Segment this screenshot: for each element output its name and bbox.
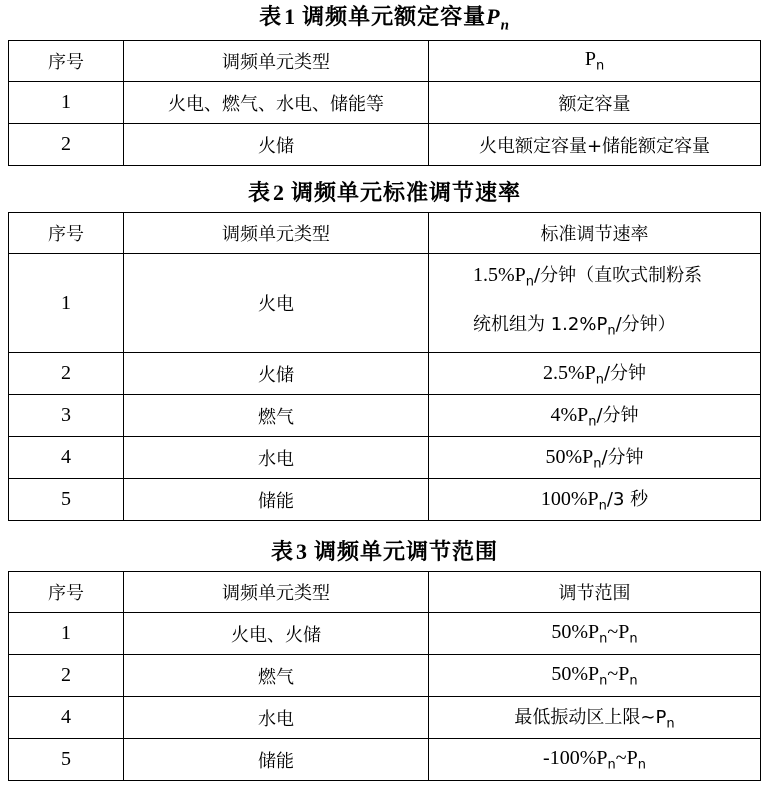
table1 — [8, 40, 761, 166]
row-type: 储能 — [124, 479, 429, 521]
table-row — [9, 655, 761, 697]
table1-caption-number: 1 — [284, 4, 297, 29]
table-row — [9, 254, 761, 353]
row-range: 最低振动区上限$\sim P_n$ — [429, 697, 761, 739]
row-no: 2 — [9, 655, 124, 697]
table-row — [9, 739, 761, 781]
row-rate: $50\%P_n/$分钟 — [429, 437, 761, 479]
table-row — [9, 437, 761, 479]
table-header-row — [9, 41, 761, 82]
rate-line-2: 统机组为 $1.2\%P_n/$分钟） — [473, 313, 676, 339]
header-rate: 标准调节速率 — [429, 213, 761, 254]
row-value: 额定容量 — [429, 82, 761, 124]
row-value: 火电额定容量+储能额定容量 — [429, 124, 761, 166]
row-type: 储能 — [124, 739, 429, 781]
header-type: 调频单元类型 — [124, 41, 429, 82]
table2-caption-title: 调频单元标准调节速率 — [291, 181, 522, 206]
header-range: 调节范围 — [429, 572, 761, 613]
table3-caption-title: 调频单元调节范围 — [314, 540, 499, 566]
row-no: 4 — [9, 697, 124, 739]
table-header-row — [9, 213, 761, 254]
rate-line-1: $1.5\%P_n/$分钟（直吹式制粉系 — [473, 264, 703, 290]
row-type: 水电 — [124, 437, 429, 479]
table3-caption-number: 3 — [296, 539, 308, 565]
row-rate: $4\%P_n/$分钟 — [429, 395, 761, 437]
row-type: 火电、火储 — [124, 613, 429, 655]
row-type: 火电 — [124, 254, 429, 353]
header-no: 序号 — [9, 41, 124, 82]
table-row — [9, 82, 761, 124]
table3-caption-prefix: 表 — [270, 540, 294, 566]
table3 — [8, 571, 761, 781]
table1-caption-title: 调频单元额定容量 — [302, 5, 487, 30]
row-no: 1 — [9, 82, 124, 124]
table-row — [9, 395, 761, 437]
row-no: 2 — [9, 124, 124, 166]
table-row — [9, 353, 761, 395]
table2-caption — [0, 176, 769, 212]
table-row — [9, 613, 761, 655]
row-no: 4 — [9, 437, 124, 479]
table-row — [9, 124, 761, 166]
row-no: 1 — [9, 613, 124, 655]
row-range: $50\%P_n\sim P_n$ — [429, 613, 761, 655]
table-row — [9, 697, 761, 739]
row-no: 5 — [9, 739, 124, 781]
table-header-row — [9, 572, 761, 613]
row-type: 燃气 — [124, 655, 429, 697]
table1-caption-symbol: $P_n$ — [486, 4, 510, 34]
row-type: 燃气 — [124, 395, 429, 437]
table2-caption-number: 2 — [273, 180, 285, 205]
row-range: $50\%P_n\sim P_n$ — [429, 655, 761, 697]
row-rate — [429, 254, 761, 353]
header-type: 调频单元类型 — [124, 572, 429, 613]
header-no: 序号 — [9, 572, 124, 613]
row-type: 火储 — [124, 124, 429, 166]
header-type: 调频单元类型 — [124, 213, 429, 254]
row-no: 2 — [9, 353, 124, 395]
header-no: 序号 — [9, 213, 124, 254]
table1-caption — [0, 0, 769, 36]
table2-caption-prefix: 表 — [247, 181, 271, 206]
row-rate: $100\%P_n/3$ 秒 — [429, 479, 761, 521]
row-no: 5 — [9, 479, 124, 521]
table-row — [9, 479, 761, 521]
table1-caption-prefix: 表 — [259, 5, 283, 30]
row-no: 3 — [9, 395, 124, 437]
row-type: 火储 — [124, 353, 429, 395]
row-range: $-100\%P_n\sim P_n$ — [429, 739, 761, 781]
row-no: 1 — [9, 254, 124, 353]
row-rate: $2.5\%P_n/$分钟 — [429, 353, 761, 395]
row-type: 火电、燃气、水电、储能等 — [124, 82, 429, 124]
header-capacity: $P_n$ — [429, 41, 761, 82]
row-type: 水电 — [124, 697, 429, 739]
table3-caption — [0, 535, 769, 571]
table2 — [8, 212, 761, 521]
